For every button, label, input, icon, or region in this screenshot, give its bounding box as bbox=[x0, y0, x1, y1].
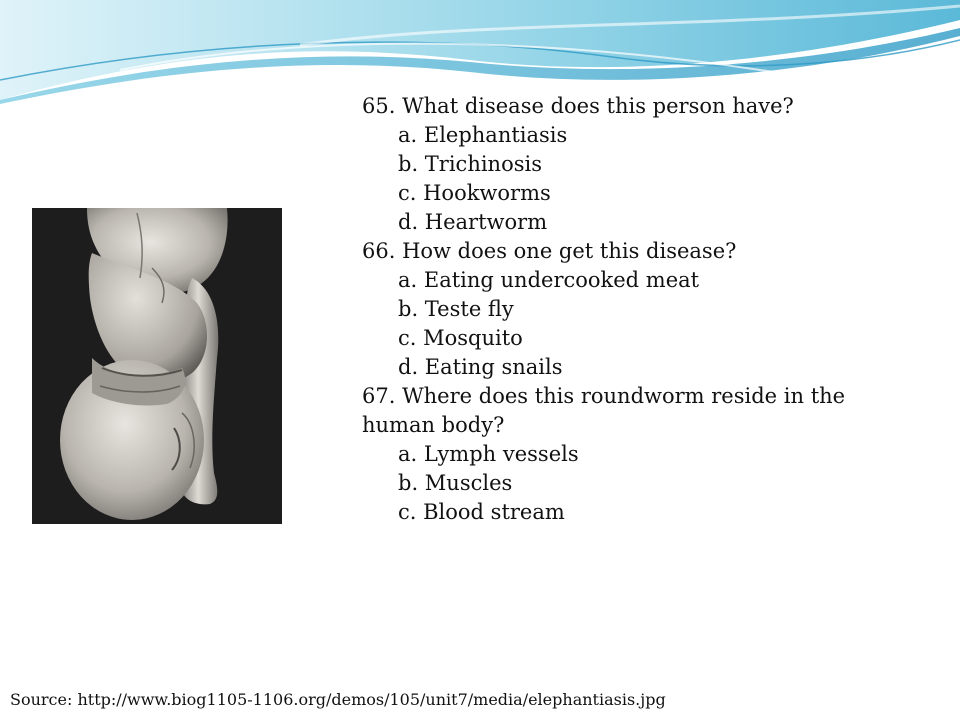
question-67-option-b: b. Muscles bbox=[398, 471, 513, 495]
question-65-option-c: c. Hookworms bbox=[398, 181, 551, 205]
question-67-option-c: c. Blood stream bbox=[398, 500, 565, 524]
question-65: 65. What disease does this person have? bbox=[362, 94, 794, 118]
question-65-option-d: d. Heartworm bbox=[398, 210, 548, 234]
elephantiasis-photo bbox=[32, 208, 282, 524]
question-66: 66. How does one get this disease? bbox=[362, 239, 737, 263]
question-66-option-d: d. Eating snails bbox=[398, 355, 563, 379]
question-67-option-a: a. Lymph vessels bbox=[398, 442, 579, 466]
quiz-content bbox=[362, 92, 942, 527]
question-66-option-a: a. Eating undercooked meat bbox=[398, 268, 700, 292]
question-66-option-b: b. Teste fly bbox=[398, 297, 514, 321]
question-67: 67. Where does this roundworm reside in the human body? bbox=[362, 384, 846, 437]
question-65-option-a: a. Elephantiasis bbox=[398, 123, 568, 147]
question-66-option-c: c. Mosquito bbox=[398, 326, 523, 350]
source-citation: Source: http://www.biog1105-1106.org/demos/105/unit7/media/elephantiasis.jpg bbox=[10, 690, 666, 709]
question-65-option-b: b. Trichinosis bbox=[398, 152, 542, 176]
